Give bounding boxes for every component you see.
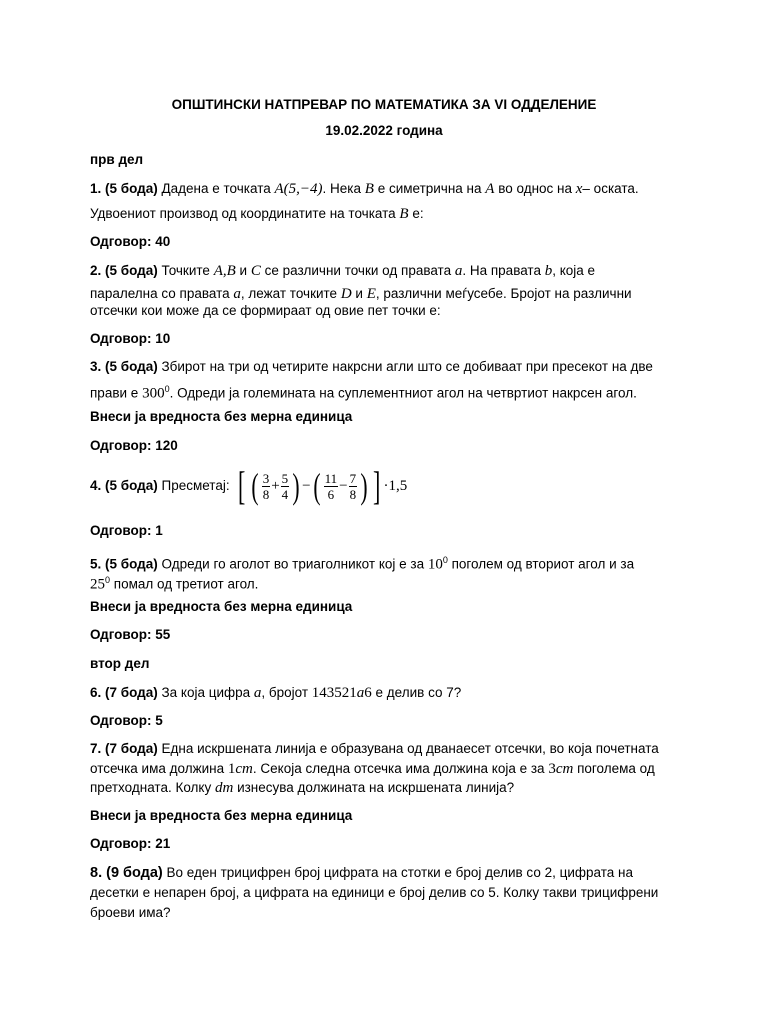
document-title: ОПШТИНСКИ НАТПРЕВАР ПО МАТЕМАТИКА ЗА VI ОДДЕЛЕНИЕ (171, 97, 597, 112)
problem-3-label: 3. (5 бода) (90, 359, 158, 374)
problem-4-line: 4. (5 бода) Пресметај: [ ( $\frac{3}{8}$ + $\frac{5}{4}$ ) − ( $\frac{11}{6}$ − $\frac{7}{8}$ ) ] ·1,5 (90, 460, 407, 512)
problem-7-line-1: 7. (7 бода) Една искршената линија е образувана од дванаесет отсечки, во која почетната (90, 741, 659, 756)
problem-1-answer: Одговор: 40 (90, 234, 171, 249)
problem-6-answer: Одговор: 5 (90, 713, 163, 728)
problem-1-label: 1. (5 бода) (90, 181, 158, 196)
section-part2-heading: втор дел (90, 656, 150, 671)
problem-7-line-3: претходната. Колку dm изнесува должината на искршената линија? (90, 780, 515, 796)
problem-2-line-1: 2. (5 бода) Точките A,B и C се различни точки од правата a. На правата b, која е (90, 263, 596, 279)
problem-3-line-1: 3. (5 бода) Збирот на три од четирите накрсни агли што се добиваат при пресекот на две (90, 359, 653, 374)
problem-7-answer: Одговор: 21 (90, 836, 171, 851)
problem-5-label: 5. (5 бода) (90, 556, 158, 572)
problem-3-line-2: прави е $300^0$. Одреди ја големината на суплементниот агол на четвртиот накрсен агол. (90, 384, 637, 402)
problem-8-line-2: десетки е непарен број, а цифрата на единици е број делив со 5. Колку такви трицифрени (90, 885, 659, 900)
problem-5-answer: Одговор: 55 (90, 627, 171, 642)
unit-note: Внеси ја вредноста без мерна единица (90, 409, 353, 424)
problem-8-line-3: броеви има? (90, 905, 171, 920)
problem-7-label: 7. (7 бода) (90, 741, 158, 756)
problem-1-line-2: Удвоениот производ од координатите на точката B е: (90, 206, 424, 222)
unit-note: Внеси ја вредноста без мерна единица (90, 599, 353, 614)
problem-2-line-3: отсечки кои може да се формираат од овие пет точки е: (90, 303, 441, 318)
problem-8-label: 8. (9 бода) (90, 865, 163, 881)
unit-note: Внеси ја вредноста без мерна единица (90, 808, 353, 823)
problem-3-answer: Одговор: 120 (90, 438, 178, 453)
problem-2-answer: Одговор: 10 (90, 331, 171, 346)
math-point-a: A(5,−4) (274, 181, 323, 197)
problem-2-line-2: паралелна со правата a, лежат точките D и E, различни меѓусебе. Бројот на различни (90, 286, 632, 302)
problem-7-line-2: отсечка има должина 1cm. Секоја следна отсечка има должина која е за 3cm поголема од (90, 761, 655, 777)
problem-2-label: 2. (5 бода) (90, 263, 158, 278)
math-expression: [ ( $\frac{3}{8}$ + $\frac{5}{4}$ ) − ( $\frac{11}{6}$ − $\frac{7}{8}$ ) ] ·1,5 (238, 463, 408, 508)
problem-4-label: 4. (5 бода) (90, 478, 158, 493)
problem-5-line-2: $25^0$ помал од третиот агол. (90, 575, 259, 593)
document-date: 19.02.2022 година (325, 123, 443, 138)
problem-6-line: 6. (7 бода) За која цифра a, бројот 143521a6 е делив со 7? (90, 685, 462, 701)
problem-6-label: 6. (7 бода) (90, 685, 158, 700)
problem-4-answer: Одговор: 1 (90, 523, 163, 538)
problem-1-line-1: 1. (5 бода) Дадена е точката A(5,−4). Нека B е симетрична на A во однос на x– оската. (90, 181, 639, 197)
problem-8-line-1: 8. (9 бода) Во еден трицифрен број цифрата на стотки е број делив со 2, цифрата на (90, 865, 633, 881)
problem-5-line-1: 5. (5 бода) Одреди го аголот во триаголникот кој е за $10^0$ поголем од вториот агол и за (90, 555, 635, 573)
section-part1-heading: прв дел (90, 152, 144, 167)
